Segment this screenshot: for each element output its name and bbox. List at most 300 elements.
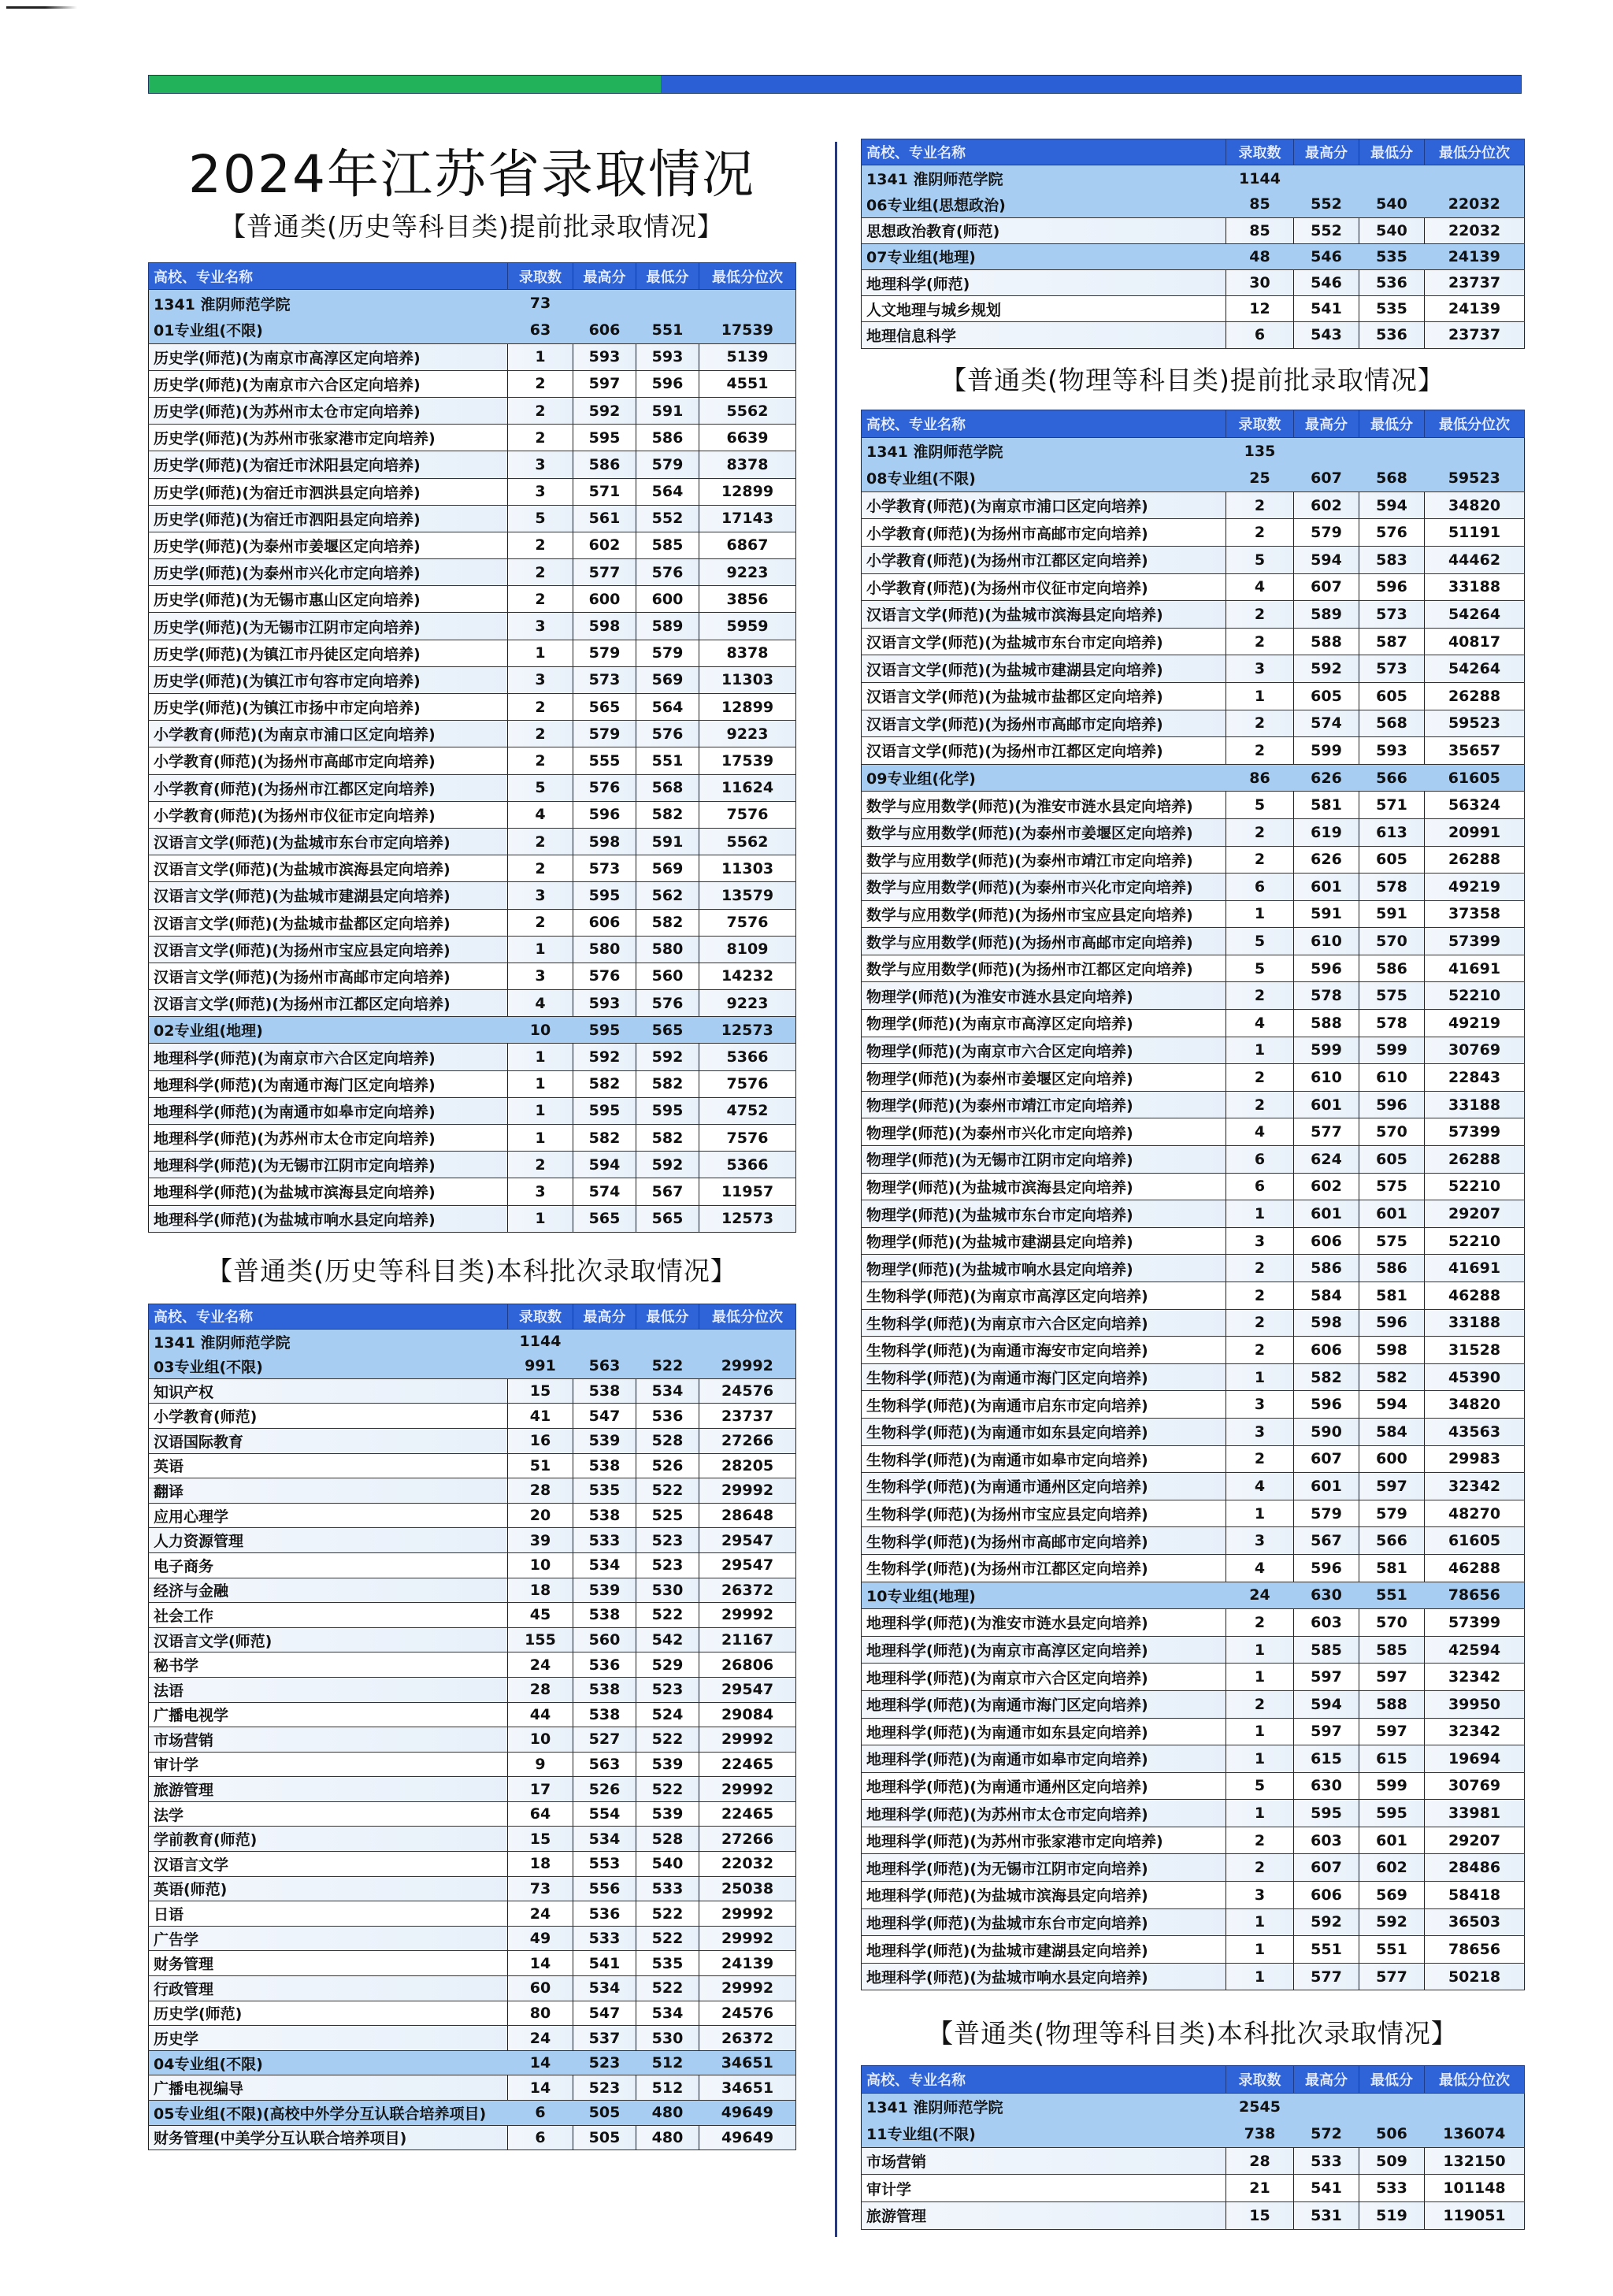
cell-count: 155 — [508, 1627, 573, 1652]
cell-min: 525 — [636, 1503, 699, 1528]
cell-max: 595 — [573, 425, 636, 451]
cell-name: 历史学(师范)(为镇江市扬中市定向培养) — [149, 694, 508, 721]
cell-count: 4 — [508, 801, 573, 828]
cell-count: 1 — [508, 936, 573, 963]
table-row — [862, 874, 1525, 901]
table-row — [862, 1037, 1525, 1064]
cell-count: 49 — [508, 1926, 573, 1951]
cell-rank: 4752 — [699, 1097, 796, 1124]
cell-name: 1341 淮阴师范学院 — [862, 2093, 1226, 2120]
cell-name: 历史学(师范)(为南京市六合区定向培养) — [149, 370, 508, 397]
table-row — [862, 1309, 1525, 1337]
cell-max: 523 — [573, 2075, 636, 2101]
section-title-history-early: 【普通类(历史等科目类)提前批录取情况】 — [220, 211, 724, 242]
cell-max: 561 — [573, 505, 636, 532]
table-row — [149, 666, 796, 693]
cell-rank: 22032 — [1425, 191, 1525, 217]
cell-count: 3 — [1226, 1227, 1294, 1255]
cell-min: 568 — [636, 774, 699, 801]
cell-max: 573 — [573, 855, 636, 882]
cell-rank: 30769 — [1425, 1772, 1525, 1800]
cell-rank: 78656 — [1425, 1936, 1525, 1964]
cell-min: 512 — [636, 2075, 699, 2101]
cell-min: 580 — [636, 936, 699, 963]
cell-min: 593 — [1359, 737, 1425, 765]
cell-min: 600 — [1359, 1445, 1425, 1473]
cell-name: 历史学(师范)(为无锡市惠山区定向培养) — [149, 586, 508, 613]
cell-max: 567 — [1294, 1527, 1359, 1555]
cell-rank: 11624 — [699, 774, 796, 801]
cell-rank: 22032 — [699, 1852, 796, 1877]
table-row — [862, 1664, 1525, 1691]
cell-min: 578 — [1359, 874, 1425, 901]
cell-min: 575 — [1359, 1227, 1425, 1255]
cell-min: 575 — [1359, 982, 1425, 1010]
cell-name: 汉语言文学(师范)(为扬州市高邮市定向培养) — [862, 710, 1226, 737]
cell-min: 565 — [636, 1205, 699, 1232]
cell-rank: 20991 — [1425, 818, 1525, 846]
cell-name: 地理科学(师范)(为苏州市太仓市定向培养) — [149, 1125, 508, 1152]
cell-count: 2545 — [1226, 2093, 1294, 2120]
table-row — [149, 451, 796, 478]
table-row — [862, 900, 1525, 928]
column-divider — [835, 142, 837, 2237]
table-row — [149, 1378, 796, 1404]
cell-max: 599 — [1294, 1037, 1359, 1064]
cell-max: 586 — [573, 451, 636, 478]
cell-name: 汉语言文学(师范)(为扬州市江都区定向培养) — [862, 737, 1226, 765]
table-row — [862, 1636, 1525, 1664]
group-row — [149, 2050, 796, 2075]
cell-rank: 29084 — [699, 1702, 796, 1727]
cell-count: 4 — [1226, 1010, 1294, 1037]
table-header-row — [862, 139, 1525, 165]
table-row — [149, 2026, 796, 2051]
cell-rank: 101148 — [1425, 2175, 1525, 2202]
cell-count: 2 — [1226, 1309, 1294, 1337]
cell-min: 598 — [1359, 1337, 1425, 1364]
table-row — [862, 1800, 1525, 1827]
cell-name: 地理科学(师范)(为南通市通州区定向培养) — [862, 1772, 1226, 1800]
table-row — [149, 721, 796, 747]
cell-max: 560 — [573, 1627, 636, 1652]
header-rank: 最低分位次 — [699, 1304, 796, 1330]
group-row — [149, 1017, 796, 1044]
cell-rank: 29547 — [699, 1677, 796, 1702]
cell-count: 2 — [508, 532, 573, 558]
cell-name: 地理科学(师范)(为无锡市江阴市定向培养) — [862, 1854, 1226, 1882]
cell-name: 物理学(师范)(为盐城市滨海县定向培养) — [862, 1173, 1226, 1200]
cell-min: 522 — [636, 1976, 699, 2001]
cell-rank: 42594 — [1425, 1636, 1525, 1664]
cell-min: 565 — [636, 1017, 699, 1044]
cell-name: 秘书学 — [149, 1652, 508, 1678]
cell-max: 547 — [573, 1404, 636, 1429]
cell-count: 15 — [508, 1827, 573, 1852]
cell-name: 审计学 — [862, 2175, 1226, 2202]
cell-max: 505 — [573, 2125, 636, 2150]
cell-count: 1 — [508, 1097, 573, 1124]
cell-max: 581 — [1294, 792, 1359, 819]
cell-count: 28 — [508, 1478, 573, 1504]
cell-rank: 34651 — [699, 2050, 796, 2075]
cell-count: 1 — [1226, 1500, 1294, 1527]
table-row — [862, 322, 1525, 348]
cell-rank: 24139 — [1425, 243, 1525, 269]
cell-rank: 7576 — [699, 801, 796, 828]
cell-max: 572 — [1294, 2120, 1359, 2148]
cell-rank: 49219 — [1425, 1010, 1525, 1037]
table-row — [149, 990, 796, 1017]
cell-min: 582 — [636, 1125, 699, 1152]
cell-min: 522 — [636, 1727, 699, 1753]
cell-count: 5 — [1226, 546, 1294, 573]
table-row — [149, 1097, 796, 1124]
cell-rank: 51191 — [1425, 519, 1525, 547]
cell-min: 599 — [1359, 1037, 1425, 1064]
cell-name: 生物科学(师范)(为扬州市高邮市定向培养) — [862, 1527, 1226, 1555]
table-row — [149, 1752, 796, 1777]
cell-rank: 5959 — [699, 613, 796, 640]
cell-name: 汉语言文学(师范)(为盐城市滨海县定向培养) — [149, 855, 508, 882]
cell-count: 30 — [1226, 269, 1294, 295]
cell-rank: 26288 — [1425, 1146, 1525, 1174]
table-row — [149, 532, 796, 558]
table-row — [149, 1976, 796, 2001]
cell-count: 1 — [508, 1125, 573, 1152]
cell-rank: 50218 — [1425, 1963, 1525, 1990]
cell-min: 530 — [636, 2026, 699, 2051]
cell-name: 历史学(师范)(为苏州市太仓市定向培养) — [149, 397, 508, 424]
table-row — [149, 370, 796, 397]
cell-min: 585 — [636, 532, 699, 558]
table-row — [149, 1404, 796, 1429]
cell-count: 1 — [1226, 1745, 1294, 1773]
cell-count: 2 — [1226, 982, 1294, 1010]
cell-count: 2 — [1226, 818, 1294, 846]
cell-count: 4 — [1226, 1554, 1294, 1582]
cell-count: 2 — [508, 559, 573, 586]
cell-min: 575 — [1359, 1173, 1425, 1200]
cell-min: 552 — [636, 505, 699, 532]
cell-max: 606 — [1294, 1227, 1359, 1255]
cell-name: 汉语言文学(师范)(为扬州市高邮市定向培养) — [149, 963, 508, 989]
cell-name: 08专业组(不限) — [862, 465, 1226, 492]
cell-min: 568 — [1359, 465, 1425, 492]
cell-rank: 8378 — [699, 640, 796, 666]
cell-min: 569 — [1359, 1882, 1425, 1909]
cell-count: 3 — [508, 451, 573, 478]
table-row — [149, 1152, 796, 1178]
table-row — [862, 1418, 1525, 1445]
cell-count: 5 — [508, 505, 573, 532]
table-row — [862, 737, 1525, 765]
header-rank: 最低分位次 — [699, 263, 796, 290]
cell-max: 534 — [573, 1976, 636, 2001]
cell-max: 535 — [573, 1478, 636, 1504]
table-row — [149, 1677, 796, 1702]
cell-rank: 52210 — [1425, 1227, 1525, 1255]
cell-count: 2 — [1226, 1091, 1294, 1118]
cell-min: 534 — [636, 2001, 699, 2026]
table-row — [149, 640, 796, 666]
cell-name: 11专业组(不限) — [862, 2120, 1226, 2148]
table-row — [862, 628, 1525, 655]
cell-name: 历史学(师范)(为宿迁市泗洪县定向培养) — [149, 478, 508, 505]
cell-max: 588 — [1294, 1010, 1359, 1037]
cell-name: 日语 — [149, 1901, 508, 1927]
table-row — [862, 682, 1525, 710]
cell-rank: 5139 — [699, 343, 796, 370]
cell-max: 536 — [573, 1901, 636, 1927]
table-row — [149, 1702, 796, 1727]
cell-rank: 25038 — [699, 1876, 796, 1901]
table-physics-early — [861, 410, 1525, 1990]
group-row — [862, 2120, 1525, 2148]
table-row — [149, 694, 796, 721]
cell-count: 6 — [1226, 1146, 1294, 1174]
cell-name: 物理学(师范)(为泰州市兴化市定向培养) — [862, 1118, 1226, 1146]
cell-name: 历史学 — [149, 2026, 508, 2051]
cell-rank: 29992 — [699, 1603, 796, 1628]
group-row — [149, 317, 796, 343]
header-rank: 最低分位次 — [1425, 2066, 1525, 2094]
cell-count: 3 — [508, 1178, 573, 1205]
cell-max: 593 — [573, 343, 636, 370]
table-row — [149, 1070, 796, 1097]
cell-rank: 30769 — [1425, 1037, 1525, 1064]
table-row — [149, 909, 796, 936]
cell-max: 610 — [1294, 928, 1359, 955]
cell-min: 582 — [636, 909, 699, 936]
cell-min: 584 — [1359, 1418, 1425, 1445]
cell-name: 旅游管理 — [149, 1777, 508, 1802]
cell-rank: 28486 — [1425, 1854, 1525, 1882]
table-row — [862, 1173, 1525, 1200]
cell-name: 小学教育(师范)(为扬州市高邮市定向培养) — [862, 519, 1226, 547]
school-row — [862, 437, 1525, 465]
cell-name: 历史学(师范)(为泰州市姜堰区定向培养) — [149, 532, 508, 558]
header-max: 最高分 — [573, 1304, 636, 1330]
cell-min: 581 — [1359, 1282, 1425, 1310]
cell-count: 44 — [508, 1702, 573, 1727]
cell-min: 605 — [1359, 1146, 1425, 1174]
cell-rank: 4551 — [699, 370, 796, 397]
cell-max: 601 — [1294, 1091, 1359, 1118]
table-row — [862, 1690, 1525, 1718]
cell-min: 595 — [636, 1097, 699, 1124]
cell-count: 14 — [508, 2075, 573, 2101]
cell-rank: 17539 — [699, 317, 796, 343]
table-row — [149, 1178, 796, 1205]
cell-max — [1294, 437, 1359, 465]
cell-max: 592 — [573, 1044, 636, 1070]
cell-min: 601 — [1359, 1200, 1425, 1228]
cell-rank: 32342 — [1425, 1664, 1525, 1691]
table-row — [149, 343, 796, 370]
cell-rank: 61605 — [1425, 764, 1525, 792]
cell-rank: 11957 — [699, 1178, 796, 1205]
cell-max: 539 — [573, 1578, 636, 1603]
cell-max: 601 — [1294, 1200, 1359, 1228]
cell-rank: 59523 — [1425, 465, 1525, 492]
cell-count: 2 — [508, 828, 573, 855]
cell-name: 旅游管理 — [862, 2201, 1226, 2229]
cell-count: 5 — [1226, 955, 1294, 982]
cell-count: 1 — [1226, 1200, 1294, 1228]
cell-min: 570 — [1359, 1118, 1425, 1146]
cell-max: 546 — [1294, 243, 1359, 269]
section-title-history-undergrad: 【普通类(历史等科目类)本科批次录取情况】 — [206, 1256, 737, 1286]
cell-min: 613 — [1359, 818, 1425, 846]
cell-max: 579 — [1294, 519, 1359, 547]
cell-name: 生物科学(师范)(为南京市高淳区定向培养) — [862, 1282, 1226, 1310]
cell-min: 566 — [1359, 764, 1425, 792]
cell-name: 物理学(师范)(为泰州市靖江市定向培养) — [862, 1091, 1226, 1118]
table-history-early — [148, 262, 796, 1233]
cell-count: 3 — [1226, 1391, 1294, 1419]
cell-name: 思想政治教育(师范) — [862, 217, 1226, 243]
cell-name: 财务管理 — [149, 1951, 508, 1976]
table-row — [149, 1652, 796, 1678]
cell-max: 597 — [1294, 1718, 1359, 1745]
cell-name: 地理科学(师范)(为南京市六合区定向培养) — [862, 1664, 1226, 1691]
cell-count: 2 — [1226, 1827, 1294, 1854]
table-row — [862, 1936, 1525, 1964]
cell-max: 610 — [1294, 1064, 1359, 1092]
cell-rank: 29992 — [699, 1354, 796, 1379]
cell-max: 596 — [1294, 955, 1359, 982]
table-row — [149, 1578, 796, 1603]
cell-count: 2 — [508, 425, 573, 451]
cell-max: 626 — [1294, 846, 1359, 874]
cell-name: 市场营销 — [149, 1727, 508, 1753]
cell-count: 2 — [1226, 846, 1294, 874]
cell-rank: 29992 — [699, 1976, 796, 2001]
cell-max: 607 — [1294, 573, 1359, 601]
cell-min: 578 — [1359, 1010, 1425, 1037]
cell-max: 619 — [1294, 818, 1359, 846]
cell-rank: 32342 — [1425, 1718, 1525, 1745]
cell-count: 63 — [508, 317, 573, 343]
cell-min: 539 — [636, 1752, 699, 1777]
header-name: 高校、专业名称 — [862, 139, 1226, 165]
cell-count: 1 — [1226, 1363, 1294, 1391]
table-row — [862, 655, 1525, 683]
cell-rank: 29992 — [699, 1901, 796, 1927]
cell-name: 小学教育(师范)(为扬州市仪征市定向培养) — [149, 801, 508, 828]
school-row — [149, 290, 796, 317]
cell-rank: 32342 — [1425, 1473, 1525, 1500]
cell-count: 28 — [508, 1677, 573, 1702]
cell-min: 615 — [1359, 1745, 1425, 1773]
cell-rank: 26372 — [699, 2026, 796, 2051]
cell-rank: 57399 — [1425, 1118, 1525, 1146]
cell-min: 594 — [1359, 491, 1425, 519]
cell-max: 595 — [1294, 1800, 1359, 1827]
cell-max: 588 — [1294, 628, 1359, 655]
cell-min: 560 — [636, 963, 699, 989]
cell-min: 577 — [1359, 1963, 1425, 1990]
cell-max: 589 — [1294, 601, 1359, 629]
cell-max: 577 — [1294, 1118, 1359, 1146]
table-row — [862, 573, 1525, 601]
cell-rank: 33188 — [1425, 573, 1525, 601]
cell-name: 物理学(师范)(为南京市高淳区定向培养) — [862, 1010, 1226, 1037]
cell-max: 605 — [1294, 682, 1359, 710]
table-physics-undergrad — [861, 2065, 1525, 2230]
cell-max: 592 — [1294, 655, 1359, 683]
cell-min: 566 — [1359, 1527, 1425, 1555]
cell-max: 577 — [1294, 1963, 1359, 1990]
cell-max: 595 — [573, 1097, 636, 1124]
cell-max: 556 — [573, 1876, 636, 1901]
cell-rank: 12573 — [699, 1017, 796, 1044]
cell-min: 533 — [636, 1876, 699, 1901]
cell-min: 588 — [1359, 1690, 1425, 1718]
cell-min: 592 — [636, 1044, 699, 1070]
cell-max: 630 — [1294, 1772, 1359, 1800]
table-row — [862, 601, 1525, 629]
group-row — [149, 1354, 796, 1379]
cell-max: 547 — [573, 2001, 636, 2026]
cell-count: 1 — [1226, 1800, 1294, 1827]
cell-count: 16 — [508, 1428, 573, 1453]
cell-max: 624 — [1294, 1146, 1359, 1174]
cell-max: 595 — [573, 882, 636, 909]
cell-name: 法学 — [149, 1801, 508, 1827]
header-count: 录取数 — [1226, 139, 1294, 165]
table-row — [149, 1901, 796, 1927]
cell-name: 03专业组(不限) — [149, 1354, 508, 1379]
header-max: 最高分 — [1294, 139, 1359, 165]
table-row — [149, 1951, 796, 1976]
school-row — [862, 165, 1525, 191]
cell-count: 5 — [1226, 1772, 1294, 1800]
cell-count: 2 — [1226, 601, 1294, 629]
cell-count: 17 — [508, 1777, 573, 1802]
cell-min: 509 — [1359, 2147, 1425, 2175]
cell-rank — [1425, 437, 1525, 465]
cell-count: 5 — [508, 774, 573, 801]
cell-count: 3 — [508, 478, 573, 505]
cell-rank: 22032 — [1425, 217, 1525, 243]
group-row — [862, 191, 1525, 217]
cell-min: 587 — [1359, 628, 1425, 655]
table-row — [149, 559, 796, 586]
table-row — [149, 425, 796, 451]
cell-name: 地理科学(师范)(为盐城市滨海县定向培养) — [149, 1178, 508, 1205]
top-bar-green-segment — [149, 76, 661, 93]
cell-rank: 12899 — [699, 478, 796, 505]
cell-rank: 9223 — [699, 559, 796, 586]
cell-count: 48 — [1226, 243, 1294, 269]
cell-rank: 22465 — [699, 1752, 796, 1777]
cell-max: 563 — [573, 1354, 636, 1379]
cell-min: 596 — [1359, 1309, 1425, 1337]
group-row — [862, 465, 1525, 492]
cell-rank: 78656 — [1425, 1582, 1525, 1609]
cell-max: 601 — [1294, 874, 1359, 901]
cell-name: 1341 淮阴师范学院 — [862, 437, 1226, 465]
cell-max — [1294, 165, 1359, 191]
cell-rank: 26372 — [699, 1578, 796, 1603]
cell-name: 小学教育(师范) — [149, 1404, 508, 1429]
cell-rank: 52210 — [1425, 1173, 1525, 1200]
cell-name: 汉语言文学(师范)(为盐城市盐都区定向培养) — [149, 909, 508, 936]
table-row — [862, 955, 1525, 982]
cell-rank: 39950 — [1425, 1690, 1525, 1718]
